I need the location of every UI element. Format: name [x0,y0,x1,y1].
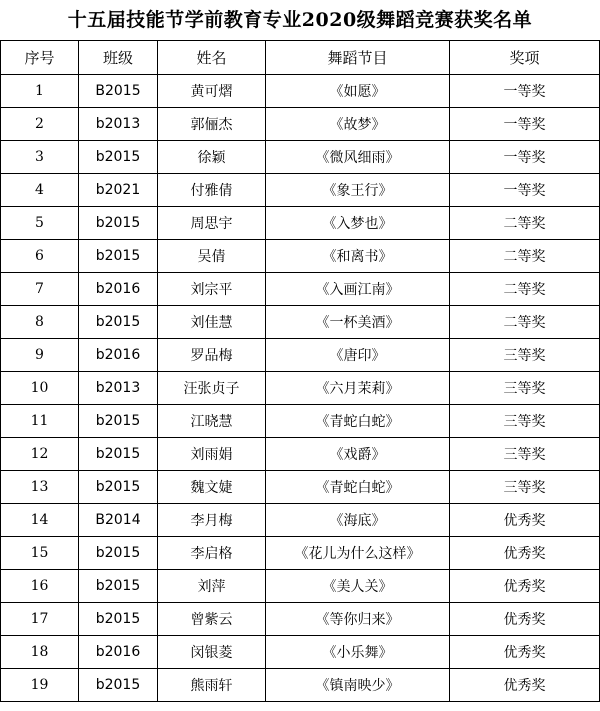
row-number: 14 [1,504,79,537]
row-name: 熊雨轩 [158,669,266,702]
column-header-class: 班级 [79,41,158,75]
row-number: 1 [1,75,79,108]
table-row [1,636,600,669]
table-row [1,405,600,438]
row-class: b2015 [79,438,158,471]
row-number: 16 [1,570,79,603]
row-program: 《唐印》 [266,339,450,372]
row-name: 李启格 [158,537,266,570]
row-class: b2015 [79,306,158,339]
row-award: 一等奖 [450,108,600,141]
row-award: 优秀奖 [450,669,600,702]
row-class: b2021 [79,174,158,207]
row-award: 优秀奖 [450,636,600,669]
table-row [1,372,600,405]
row-award: 二等奖 [450,207,600,240]
row-class: b2016 [79,273,158,306]
column-header-award: 奖项 [450,41,600,75]
row-award: 二等奖 [450,240,600,273]
row-number: 2 [1,108,79,141]
table-row [1,240,600,273]
table-row [1,603,600,636]
row-number: 19 [1,669,79,702]
column-header-program: 舞蹈节目 [266,41,450,75]
row-program: 《故梦》 [266,108,450,141]
column-header-no: 序号 [1,41,79,75]
row-award: 三等奖 [450,405,600,438]
row-number: 5 [1,207,79,240]
row-program: 《海底》 [266,504,450,537]
row-program: 《小乐舞》 [266,636,450,669]
row-name: 魏文婕 [158,471,266,504]
table-row [1,108,600,141]
table-row [1,75,600,108]
row-class: b2016 [79,339,158,372]
row-program: 《象王行》 [266,174,450,207]
row-award: 优秀奖 [450,603,600,636]
row-name: 闵银菱 [158,636,266,669]
row-number: 4 [1,174,79,207]
row-name: 曾紫云 [158,603,266,636]
row-award: 优秀奖 [450,537,600,570]
row-name: 刘萍 [158,570,266,603]
table-row [1,471,600,504]
row-class: b2015 [79,669,158,702]
row-number: 6 [1,240,79,273]
table-row [1,504,600,537]
row-class: b2016 [79,636,158,669]
row-number: 3 [1,141,79,174]
row-name: 罗品梅 [158,339,266,372]
row-name: 吴倩 [158,240,266,273]
row-program: 《镇南映少》 [266,669,450,702]
row-program: 《戏爵》 [266,438,450,471]
row-program: 《花儿为什么这样》 [266,537,450,570]
row-program: 《微风细雨》 [266,141,450,174]
row-name: 周思宇 [158,207,266,240]
table-row [1,174,600,207]
row-name: 刘雨娟 [158,438,266,471]
row-class: b2013 [79,108,158,141]
row-program: 《青蛇白蛇》 [266,405,450,438]
table-row [1,537,600,570]
row-class: B2014 [79,504,158,537]
award-table [0,40,600,702]
row-class: b2015 [79,240,158,273]
page-title: 十五届技能节学前教育专业2020级舞蹈竞赛获奖名单 [67,9,533,31]
row-program: 《美人关》 [266,570,450,603]
row-award: 三等奖 [450,372,600,405]
row-award: 二等奖 [450,306,600,339]
row-number: 12 [1,438,79,471]
row-number: 18 [1,636,79,669]
row-name: 郭俪杰 [158,108,266,141]
row-class: b2015 [79,603,158,636]
table-row [1,207,600,240]
row-number: 17 [1,603,79,636]
row-number: 7 [1,273,79,306]
row-name: 付雅倩 [158,174,266,207]
table-row [1,141,600,174]
row-name: 黄可熠 [158,75,266,108]
row-name: 刘佳慧 [158,306,266,339]
row-class: b2015 [79,405,158,438]
row-name: 汪张贞子 [158,372,266,405]
row-number: 10 [1,372,79,405]
row-award: 三等奖 [450,339,600,372]
table-body [1,75,600,702]
row-program: 《青蛇白蛇》 [266,471,450,504]
row-name: 徐颖 [158,141,266,174]
row-number: 13 [1,471,79,504]
row-name: 李月梅 [158,504,266,537]
row-name: 刘宗平 [158,273,266,306]
row-class: B2015 [79,75,158,108]
table-row [1,570,600,603]
row-class: b2015 [79,537,158,570]
row-award: 三等奖 [450,471,600,504]
row-award: 优秀奖 [450,504,600,537]
row-program: 《入梦也》 [266,207,450,240]
row-number: 11 [1,405,79,438]
column-header-name: 姓名 [158,41,266,75]
row-award: 一等奖 [450,75,600,108]
row-award: 优秀奖 [450,570,600,603]
table-row [1,273,600,306]
table-row [1,669,600,702]
row-number: 9 [1,339,79,372]
table-row [1,438,600,471]
row-number: 8 [1,306,79,339]
row-program: 《如愿》 [266,75,450,108]
row-award: 一等奖 [450,174,600,207]
table-row [1,339,600,372]
row-program: 《和离书》 [266,240,450,273]
row-class: b2015 [79,141,158,174]
row-award: 二等奖 [450,273,600,306]
row-class: b2013 [79,372,158,405]
row-program: 《六月茉莉》 [266,372,450,405]
row-name: 江晓慧 [158,405,266,438]
row-number: 15 [1,537,79,570]
table-row [1,306,600,339]
row-program: 《入画江南》 [266,273,450,306]
row-program: 《一杯美酒》 [266,306,450,339]
row-award: 三等奖 [450,438,600,471]
row-class: b2015 [79,207,158,240]
row-program: 《等你归来》 [266,603,450,636]
table-header-row [1,41,600,75]
row-class: b2015 [79,570,158,603]
row-award: 一等奖 [450,141,600,174]
row-class: b2015 [79,471,158,504]
